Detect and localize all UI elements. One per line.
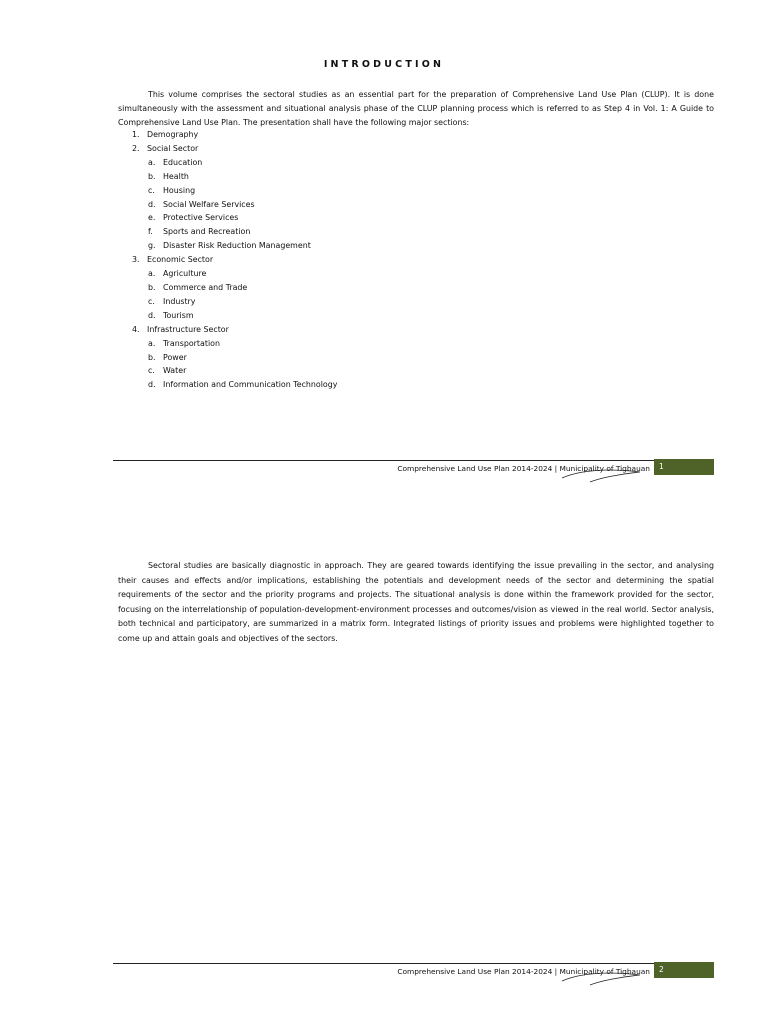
subsection-label: Agriculture xyxy=(163,269,207,279)
subsection-item xyxy=(118,295,714,309)
subsection-marker: g. xyxy=(148,241,156,251)
subsection-label: Water xyxy=(163,366,187,376)
section-marker: 1. xyxy=(132,130,140,139)
section-item xyxy=(118,323,714,337)
subsection-item xyxy=(118,184,714,198)
subsection-marker: c. xyxy=(148,296,155,306)
subsection-marker: d. xyxy=(148,380,156,390)
subsection-marker: b. xyxy=(148,282,156,292)
sectoral-studies-paragraph: Sectoral studies are basically diagnostic in approach. They are geared towards identifying the issue prevailing in the sector, and analysing their causes and effects and/or implications, establishing the potentials and development needs of the sector and determining the spatial requirements of the sector and the priority programs and projects. The situational analysis is done within the framework provided for the sector, focusing on the interrelationship of population-development-environment processes and outcomes/vision as viewed in the real world. Sector analysis, both technical and participatory, are summarized in a matrix form. Integrated listings of priority issues and problems were highlighted together to come up and attain goals and objectives of the sectors. xyxy=(118,561,714,643)
subsection-label: Social Welfare Services xyxy=(163,199,255,209)
subsection-label: Industry xyxy=(163,296,196,306)
subsection-label: Power xyxy=(163,352,187,362)
page-number-box-1: 1 xyxy=(654,459,714,475)
footer-rule-1 xyxy=(113,460,714,461)
sections-list xyxy=(118,128,714,392)
subsection-marker: f. xyxy=(148,227,153,237)
signature-swoosh-icon xyxy=(560,466,650,484)
subsection-marker: c. xyxy=(148,366,155,376)
subsection-marker: b. xyxy=(148,352,156,362)
section-item xyxy=(118,128,714,142)
subsection-marker: a. xyxy=(148,269,156,279)
subsection-label: Education xyxy=(163,157,203,167)
footer-text-1: Comprehensive Land Use Plan 2014-2024 | Municipality of Tigbauan xyxy=(397,464,650,473)
subsection-marker: a. xyxy=(148,157,156,167)
subsection-marker: c. xyxy=(148,185,155,195)
subsection-marker: b. xyxy=(148,171,156,181)
subsection-label: Commerce and Trade xyxy=(163,282,248,292)
subsection-item xyxy=(118,337,714,351)
subsection-item xyxy=(118,351,714,365)
signature-swoosh-icon xyxy=(560,969,650,987)
subsection-item xyxy=(118,225,714,239)
subsection-label: Housing xyxy=(163,185,196,195)
subsection-label: Health xyxy=(163,171,189,181)
subsection-item xyxy=(118,309,714,323)
section-marker: 4. xyxy=(132,324,140,334)
section-item xyxy=(118,142,714,156)
section-label: Economic Sector xyxy=(147,255,214,265)
footer-text-2: Comprehensive Land Use Plan 2014-2024 | Municipality of Tigbauan xyxy=(397,967,650,976)
section-item xyxy=(118,253,714,267)
subsection-label: Information and Communication Technology xyxy=(163,380,338,390)
section-label: Infrastructure Sector xyxy=(147,324,229,334)
subsection-item xyxy=(118,378,714,392)
title: INTRODUCTION xyxy=(323,59,445,70)
subsection-item xyxy=(118,156,714,170)
footer-rule-2 xyxy=(113,963,714,964)
subsection-item xyxy=(118,170,714,184)
subsection-item xyxy=(118,364,714,378)
subsection-marker: d. xyxy=(148,199,156,209)
section-label: Demography xyxy=(147,130,199,139)
subsection-label: Disaster Risk Reduction Management xyxy=(163,241,311,251)
subsection-label: Sports and Recreation xyxy=(163,227,251,237)
intro-paragraph: This volume comprises the sectoral studies as an essential part for the preparation of Comprehensive Land Use Plan (CLUP). It is done simultaneously with the assessment and situational analysis phase of the CLUP planning process which is referred to as Step 4 in Vol. 1: A Guide to Comprehensive Land Use Plan. The presentation shall have the following major sections: xyxy=(118,90,714,127)
subsection-label: Transportation xyxy=(163,338,220,348)
section-marker: 2. xyxy=(132,143,140,153)
subsection-label: Protective Services xyxy=(163,213,239,223)
subsection-item xyxy=(118,211,714,225)
subsection-item xyxy=(118,281,714,295)
subsection-marker: d. xyxy=(148,310,156,320)
section-label: Social Sector xyxy=(147,143,199,153)
section-marker: 3. xyxy=(132,255,140,265)
subsection-marker: a. xyxy=(148,338,156,348)
page-number-box-2: 2 xyxy=(654,962,714,978)
subsection-item xyxy=(118,239,714,253)
subsection-item xyxy=(118,267,714,281)
subsection-item xyxy=(118,198,714,212)
subsection-label: Tourism xyxy=(163,310,194,320)
subsection-marker: e. xyxy=(148,213,156,223)
